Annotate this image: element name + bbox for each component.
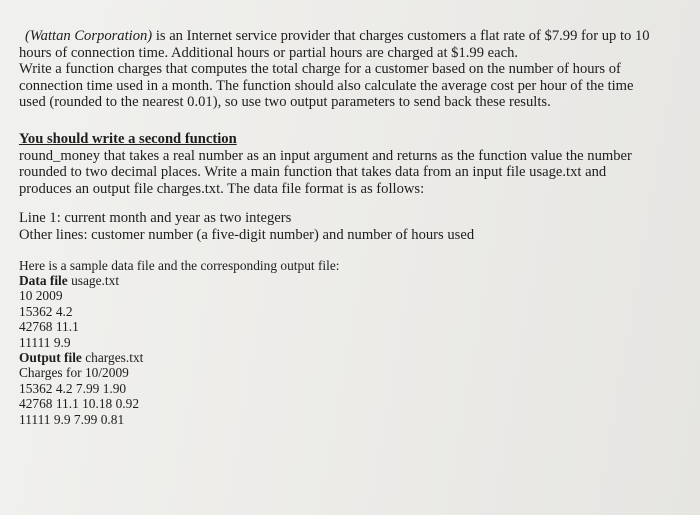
intro-line-1: (Wattan Corporation) is an Internet service provider that charges customers a flat rate of $7.99 for up to 10 — [25, 28, 650, 44]
data-file-heading: Data file usage.txt — [19, 272, 120, 288]
data-line: 11111 9.9 — [19, 334, 71, 350]
second-function-heading: You should write a second function — [19, 130, 237, 147]
output-line: 11111 9.9 7.99 0.81 — [19, 411, 125, 427]
file-format-paragraph — [19, 210, 690, 243]
second-function-line-3: produces an output file charges.txt. The data file format is as follows: — [19, 180, 425, 197]
intro-line-4: connection time used in a month. The function should also calculate the average cost per hour of the time — [19, 77, 634, 94]
format-line-2: Other lines: customer number (a five-digit number) and number of hours used — [19, 226, 475, 243]
output-line: 42768 11.1 10.18 0.92 — [19, 396, 140, 412]
intro-line-5: used (rounded to the nearest 0.01), so use two output parameters to send back these results. — [19, 94, 551, 111]
second-function-line-2: rounded to two decimal places. Write a main function that takes data from an input file usage.txt and — [19, 164, 607, 181]
intro-line-2: hours of connection time. Additional hours or partial hours are charged at $1.99 each. — [19, 44, 519, 61]
output-file-heading: Output file charges.txt — [19, 349, 144, 365]
output-line: Charges for 10/2009 — [19, 365, 129, 381]
output-line: 15362 4.2 7.99 1.90 — [19, 380, 127, 396]
second-function-line-1: round_money that takes a real number as an input argument and returns as the function value the number — [19, 147, 632, 164]
format-line-1: Line 1: current month and year as two integers — [19, 210, 292, 227]
second-function-paragraph — [19, 131, 690, 197]
data-line: 10 2009 — [19, 288, 63, 304]
company-name: (Wattan Corporation) — [25, 28, 153, 44]
intro-line-3: Write a function charges that computes the total charge for a customer based on the number of hours of — [19, 61, 621, 78]
sample-intro: Here is a sample data file and the corresponding output file: — [19, 257, 340, 273]
sample-section — [19, 258, 690, 427]
data-line: 15362 4.2 — [19, 303, 73, 319]
intro-paragraph — [19, 28, 690, 111]
data-line: 42768 11.1 — [19, 319, 79, 335]
